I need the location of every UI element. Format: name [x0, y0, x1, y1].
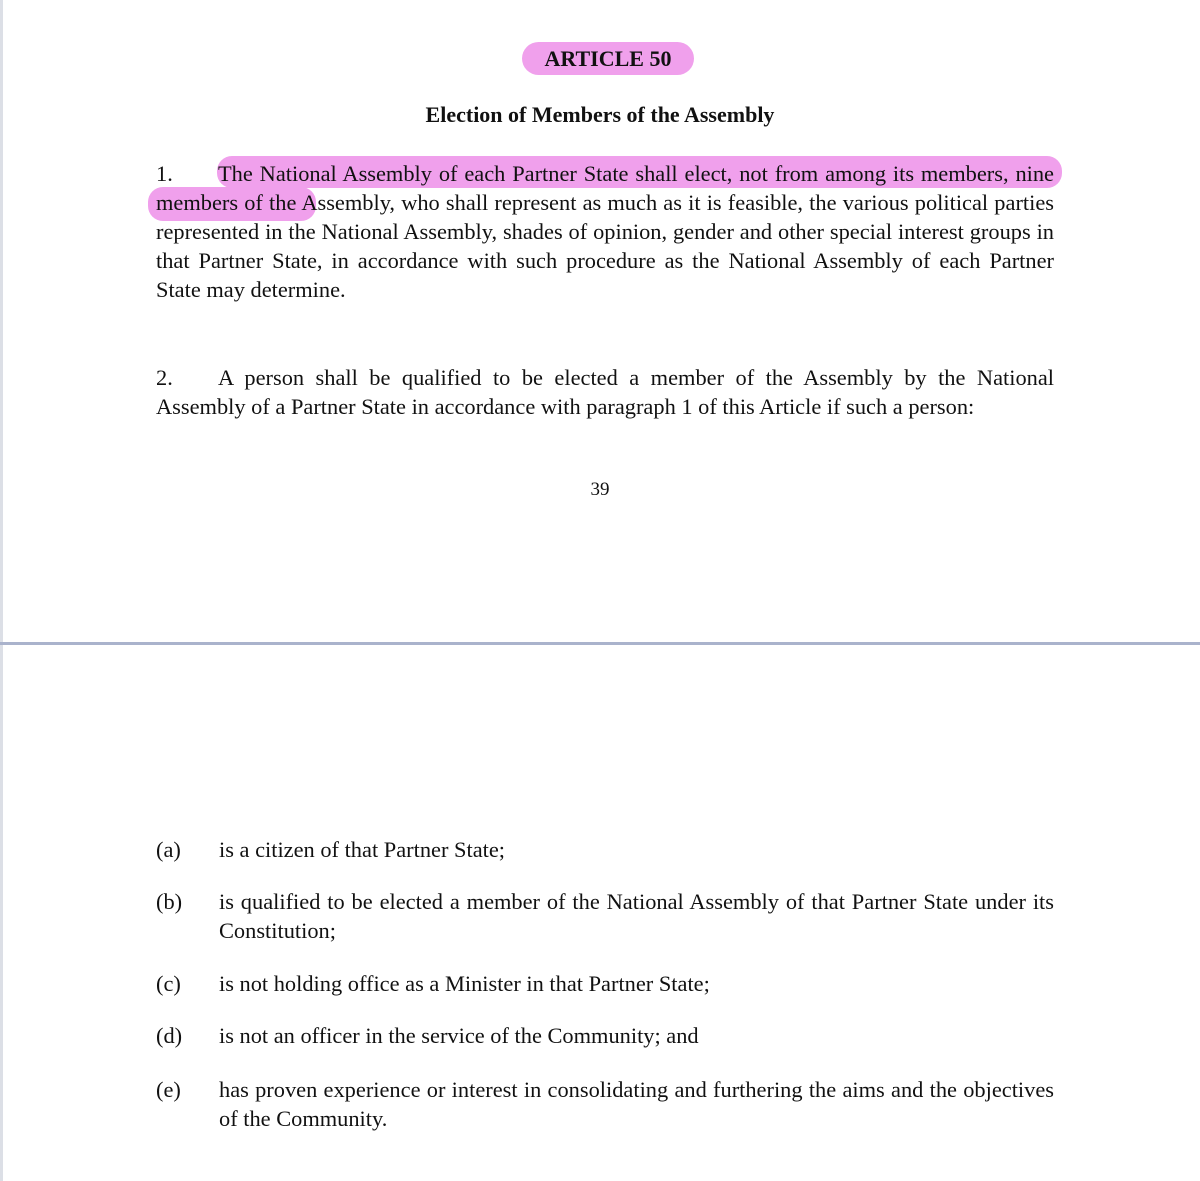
highlighted-text: The National Assembly of each Partner State shall elect, not from among its members,: [218, 161, 1009, 186]
qualification-item: [156, 835, 1054, 864]
item-text: is not an officer in the service of the Community; and: [219, 1023, 699, 1048]
qualification-item: [156, 1021, 1054, 1050]
page-number: 39: [590, 479, 610, 500]
qualification-item: [156, 1075, 1054, 1133]
qualification-item: [156, 887, 1054, 945]
page-39: [3, 0, 1200, 642]
item-marker: (d): [156, 1023, 183, 1048]
paragraph-number: 1.: [156, 161, 173, 186]
item-marker: (a): [156, 837, 181, 862]
paragraph-number: 2.: [156, 365, 173, 390]
item-marker: (c): [156, 971, 181, 996]
paragraph-2: [156, 363, 1054, 421]
item-text: is qualified to be elected a member of the National Assembly of that Partner State under its Constitution;: [219, 889, 1054, 943]
section-title: Election of Members of the Assembly: [425, 102, 775, 127]
item-text: has proven experience or interest in consolidating and furthering the aims and the objectives of the Community.: [219, 1077, 1054, 1131]
paragraph-1: [156, 159, 1054, 304]
paragraph-text: nine members of the Assembly, who shall represent as much as it is feasible, the various political parties represented in the National Assembly, shades of opinion, gender and other special interest groups in that Partner State, in accordance with such procedure as the National Assembly of each Partner State may determine.: [156, 161, 1054, 302]
item-marker: (e): [156, 1077, 181, 1102]
item-text: is a citizen of that Partner State;: [219, 837, 506, 862]
qualification-item: [156, 969, 1054, 998]
item-text: is not holding office as a Minister in that Partner State;: [219, 971, 710, 996]
item-marker: (b): [156, 889, 183, 914]
article-heading: ARTICLE 50: [522, 42, 694, 75]
paragraph-text: A person shall be qualified to be elected a member of the Assembly by the National Assembly of a Partner State in accordance with paragraph 1 of this Article if such a person:: [156, 365, 1054, 419]
